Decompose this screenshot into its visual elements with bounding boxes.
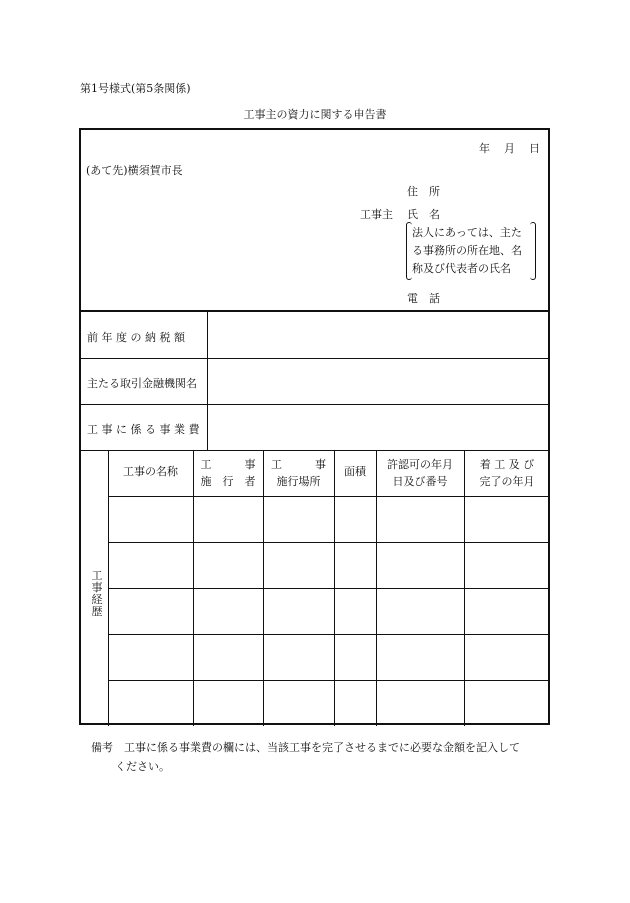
divider [108,588,550,589]
prev-tax-label: 前 年 度 の 納 税 額 [87,331,185,344]
remarks-label: 備考 [91,741,113,754]
form-number-label: 第1号様式(第5条関係) [80,82,191,95]
applicant-role-label: 工事主 [360,208,393,221]
work-history-label: 工事経歴 [91,569,103,618]
date-day-label: 日 [529,142,540,155]
document-title: 工事主の資力に関する申告書 [243,108,387,121]
divider [108,496,550,497]
column-header-contractor: 工 事 施 行 者 [200,458,256,488]
divider [81,404,550,405]
corporate-note [406,222,536,280]
name-label: 氏 名 [407,208,440,221]
remarks-text-line-1: 工事に係る事業費の欄には、当該工事を完了させるまでに必要な金額を記入して [124,741,520,754]
column-header-project-name: 工事の名称 [123,465,178,478]
column-header-area: 面積 [344,465,366,478]
corporate-note-line-2: る事務所の所在地、名 [412,244,522,257]
column-header-site: 工 事 施行場所 [271,458,326,488]
divider [108,542,550,543]
phone-label: 電 話 [407,292,440,305]
bank-label: 主たる取引金融機関名 [87,377,197,390]
divider [81,310,550,312]
divider [108,680,550,681]
column-header-permit: 許認可の年月 日及び番号 [387,458,453,488]
corporate-note-line-1: 法人にあっては、主た [412,226,522,239]
divider [81,450,550,451]
addressee-label: (あて先)横須賀市長 [86,164,183,177]
divider [108,634,550,635]
column-header-start-completion: 着 工 及 び 完了の年月 [479,458,535,488]
divider [207,311,208,451]
remarks-text-line-2: ください。 [115,760,170,773]
date-year-label: 年 [479,142,490,155]
declaration-form [79,128,550,725]
address-label: 住 所 [407,185,440,198]
remarks-section [91,738,561,776]
date-month-label: 月 [504,142,515,155]
project-cost-label: 工 事 に 係 る 事 業 費 [87,423,200,436]
divider [81,358,550,359]
corporate-note-line-3: 称及び代表者の氏名 [412,262,511,275]
